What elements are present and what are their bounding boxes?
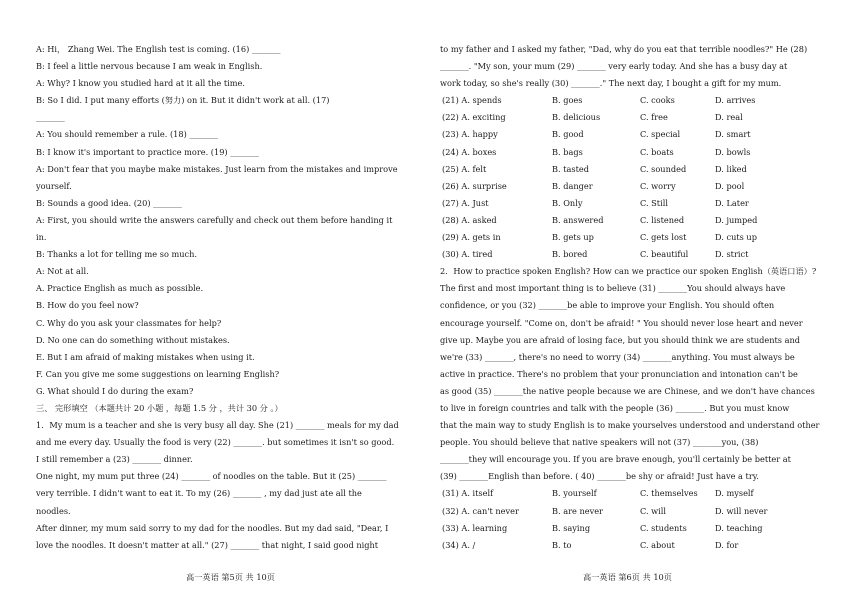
text-line: we're (33) _______, there's no need to worry (34) _______anything. You must always be [440,351,795,362]
option-row [440,161,832,178]
option-choice: B. Only [552,197,583,208]
text-line: B: Thanks a lot for telling me so much. [36,249,197,260]
option-choice: D. bowls [715,146,751,157]
text-line: _______ [36,112,65,123]
option-choice: B. delicious [552,112,601,123]
option-row [440,92,832,109]
text-line: that the main way to study English is to make yourselves understood and understand other [440,420,820,431]
option-choice: B. bored [552,249,588,260]
option-choice: (30) A. tired [442,249,493,260]
option-choice: B. tasted [552,163,589,174]
option-choice: (31) A. itself [442,488,494,499]
option-choice: D. teaching [715,522,763,533]
option-choice: C. free [640,112,668,123]
text-line: A: You should remember a rule. (18) _______ [36,129,219,140]
option-choice: (26) A. surprise [442,180,507,191]
option-choice: B. saying [552,522,591,533]
text-line: B: I feel a little nervous because I am weak in English. [36,61,263,72]
option-choice: C. gets lost [640,232,687,243]
text-line: 1．My mum is a teacher and she is very busy all day. She (21) _______ meals for my dad [36,420,399,431]
option-row [440,109,832,126]
text-line: (39) _______English than before. ( 40) _______be shy or afraid! Just have a try. [440,471,759,482]
text-line: One night, my mum put three (24) _______ of noodles on the table. But it (25) _______ [36,471,387,482]
option-choice: C. cooks [640,95,675,106]
option-choice: D. will never [715,505,768,516]
text-line: E. But I am afraid of making mistakes when using it. [36,351,255,362]
option-choice: B. to [552,539,572,550]
option-choice: B. good [552,129,584,140]
option-row [440,537,832,554]
text-line: B. How do you feel now? [36,300,139,311]
option-choice: (29) A. gets in [442,232,501,243]
option-choice: C. beautiful [640,249,689,260]
text-line: I still remember a (23) _______ dinner. [36,454,193,465]
option-choice: C. about [640,539,675,550]
text-line: A. Practice English as much as possible. [36,283,204,294]
option-choice: (34) A. / [442,539,476,550]
option-choice: (28) A. asked [442,214,497,225]
text-line: B: So I did. I put many efforts (努力) on it. But it didn't work at all. (17) [36,95,330,106]
text-line: very terrible. I didn't want to eat it. To my (26) _______ , my dad just ate all the [36,488,362,499]
text-line: work today, so she's really (30) _______." The next day, I bought a gift for my mum. [440,78,782,89]
text-line: C. Why do you ask your classmates for help? [36,317,222,328]
text-line: yourself. [36,180,72,191]
text-line: A: Hi， Zhang Wei. The English test is coming. (16) _______ [36,44,281,54]
option-choice: (33) A. learning [442,522,508,533]
option-choice: B. are never [552,505,603,516]
option-choice: (22) A. exciting [442,112,506,123]
option-row [440,126,832,143]
option-choice: D. cuts up [715,232,757,243]
text-line: F. Can you give me some suggestions on learning English? [36,368,280,379]
option-row [440,246,832,263]
option-row [440,520,832,537]
right-column [440,41,832,554]
text-line: D. No one can do something without mistakes. [36,334,230,345]
option-choice: D. strict [715,249,749,260]
text-line: 2．How to practice spoken English? How can we practice our spoken English（英语口语）? [440,266,817,277]
option-choice: D. jumped [715,214,758,225]
option-choice: B. goes [552,95,583,106]
option-row [440,503,832,520]
text-line: _______. "My son, your mum (29) _______ very early today. And she has a busy day at [440,61,788,72]
text-line: encourage yourself. "Come on, don't be afraid! " You should never lose heart and never [440,317,803,328]
text-line: 三、 完形填空 （本题共计 20 小题 ，每题 1.5 分 ，共计 30 分 。） [36,402,283,413]
option-row [440,144,832,161]
text-line: B: I know it's important to practice more. (19) _______ [36,146,259,157]
page-footer-left: 高一英语 第5页 共 10页 [186,572,275,582]
option-choice: B. yourself [552,488,597,499]
text-line: active in practice. There's no problem that your pronunciation and intonation can't be [440,368,798,379]
text-line: B: Sounds a good idea. (20) _______ [36,197,182,208]
option-row [440,485,832,502]
text-line: The first and most important thing is to believe (31) _______You should always have [440,283,786,294]
text-line: A: First, you should write the answers carefully and check out them before handing it [36,214,393,225]
option-choice: B. answered [552,214,604,225]
text-line: After dinner, my mum said sorry to my dad for the noodles. But my dad said, "Dear, I [36,522,389,533]
option-choice: C. listened [640,214,685,225]
text-line: give up. Maybe you are afraid of losing face, but you should think we are students and [440,334,800,345]
option-choice: D. for [715,539,739,550]
text-line: A: Not at all. [36,266,89,277]
text-line: confidence, or you (32) _______be able to improve your English. You should often [440,300,775,311]
option-choice: (24) A. boxes [442,146,497,157]
text-line: _______they will encourage you. If you are brave enough, you'll certainly be better at [440,454,791,465]
option-row [440,195,832,212]
option-choice: D. pool [715,180,745,191]
option-choice: D. myself [715,488,754,499]
option-choice: B. danger [552,180,593,191]
option-choice: D. real [715,112,743,123]
left-column [36,41,428,554]
text-line: A: Don't fear that you maybe make mistakes. Just learn from the mistakes and improve [36,163,398,174]
option-choice: D. arrives [715,95,756,106]
option-choice: C. boats [640,146,674,157]
option-choice: C. themselves [640,488,698,499]
option-choice: C. special [640,129,681,140]
option-choice: C. Still [640,197,668,208]
option-choice: (21) A. spends [442,95,502,106]
text-line: as good (35) _______the native people because we are Chinese, and we don't have chances [440,385,815,396]
text-line: to live in foreign countries and talk with the people (36) _______. But you must know [440,402,790,413]
text-line: people. You should believe that native speakers will not (37) _______you, (38) [440,437,759,448]
text-line: and me every day. Usually the food is very (22) _______. but sometimes it isn't so good. [36,437,395,448]
option-choice: B. bags [552,146,583,157]
text-line: in. [36,232,47,243]
page-footer-right: 高一英语 第6页 共 10页 [583,572,672,582]
option-row [440,178,832,195]
option-choice: (32) A. can't never [442,505,519,516]
text-line: to my father and I asked my father, "Dad, why do you eat that terrible noodles?" He (28) [440,44,808,54]
option-choice: C. sounded [640,163,687,174]
option-choice: D. Later [715,197,749,208]
option-row [440,229,832,246]
option-row [440,212,832,229]
option-choice: B. gets up [552,232,594,243]
option-choice: C. students [640,522,687,533]
option-choice: C. will [640,505,667,516]
text-line: love the noodles. It doesn't matter at all." (27) _______ that night, I said good night [36,539,379,550]
option-choice: (27) A. Just [442,197,489,208]
text-line: noodles. [36,505,71,516]
option-choice: D. smart [715,129,751,140]
text-line: A: Why? I know you studied hard at it all the time. [36,78,245,89]
text-line: G. What should I do during the exam? [36,385,194,396]
option-choice: (25) A. felt [442,163,487,174]
option-choice: C. worry [640,180,676,191]
option-choice: (23) A. happy [442,129,498,140]
option-choice: D. liked [715,163,747,174]
